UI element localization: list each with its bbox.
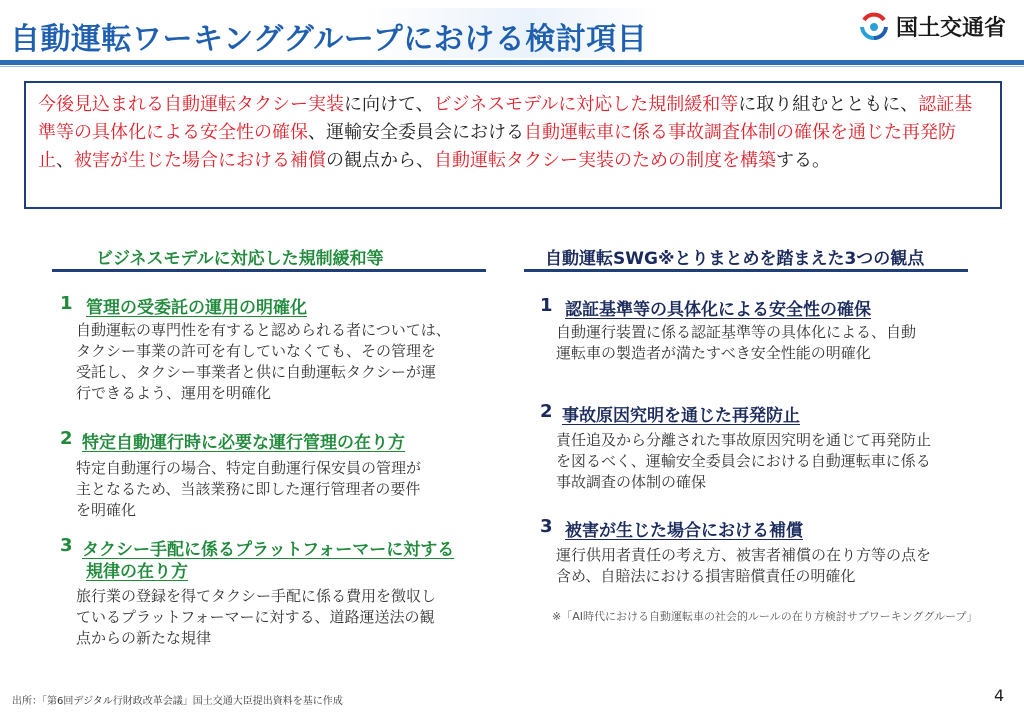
left-item-3-number: 3 — [60, 535, 73, 556]
left-item-1-title: 管理の受委託の運用の明確化 — [86, 298, 307, 318]
right-item-3-body — [556, 545, 996, 587]
swg-footnote: ※「AI時代における自動運転車の社会的ルールの在り方検討サブワーキンググループ」 — [552, 610, 978, 623]
right-item-1-body — [556, 322, 996, 364]
right-item-3-title: 被害が生じた場合における補償 — [565, 521, 803, 541]
body-line: 主となるため、当該業務に即した運行管理者の要件 — [76, 480, 421, 498]
right-item-2-title: 事故原因究明を通じた再発防止 — [562, 406, 800, 426]
left-section-heading: ビジネスモデルに対応した規制緩和等 — [96, 249, 384, 269]
body-line: 受託し、タクシー事業者と供に自動運転タクシーが運 — [76, 363, 437, 381]
page-title: 自動運転ワーキンググループにおける検討項目 — [10, 22, 648, 57]
left-item-3-title-line2: 規律の在り方 — [86, 562, 188, 582]
body-line: 自動運行装置に係る認証基準等の具体化による、自動 — [556, 323, 917, 341]
page-number: 4 — [994, 686, 1005, 705]
body-line: 運行供用者責任の考え方、被害者補償の在り方等の点を — [556, 546, 932, 564]
body-line: 運転車の製造者が満たすべき安全性能の明確化 — [556, 344, 871, 362]
body-line: 自動運転の専門性を有すると認められる者については、 — [76, 321, 451, 339]
summary-emphasis: 認証基準等の具体化による安全性の確保 — [38, 94, 973, 143]
left-item-1-number: 1 — [60, 293, 73, 314]
summary-emphasis: 今後見込まれる自動運転タクシー実装 — [38, 94, 344, 115]
body-line: 特定自動運行の場合、特定自動運行保安員の管理が — [76, 459, 422, 477]
left-item-3-title: タクシー手配に係るプラットフォーマーに対する — [82, 540, 455, 560]
header-rule-thin — [0, 66, 1024, 67]
body-line: を図るべく、運輸安全委員会における自動運転車に係る — [556, 452, 931, 470]
summary-emphasis: ビジネスモデルに対応した規制緩和等 — [433, 94, 739, 115]
body-line: 含め、自賠法における損害賠償責任の明確化 — [556, 567, 856, 585]
ministry-logo — [858, 8, 1018, 44]
body-line: 事故調査の体制の確保 — [556, 473, 707, 491]
mlit-emblem-icon — [858, 10, 890, 42]
summary-emphasis: 被害が生じた場合における補償 — [74, 150, 326, 171]
right-item-2-number: 2 — [540, 401, 553, 422]
left-item-2-body — [76, 458, 496, 521]
body-line: ているプラットフォーマーに対する、道路運送法の観 — [76, 608, 435, 626]
right-section-heading: 自動運転SWG※とりまとめを踏まえた3つの観点 — [545, 249, 925, 269]
body-line: 点からの新たな規律 — [76, 629, 212, 647]
summary-text: の観点から、 — [326, 150, 434, 171]
left-item-1-body — [76, 320, 506, 404]
summary-text: 、運輸安全委員会における — [308, 122, 524, 143]
right-item-1-title: 認証基準等の具体化による安全性の確保 — [565, 300, 871, 320]
right-item-2-body — [556, 430, 996, 493]
left-item-2-number: 2 — [60, 428, 73, 449]
left-item-3-body — [76, 586, 506, 649]
left-item-2-title: 特定自動運行時に必要な運行管理の在り方 — [82, 433, 405, 453]
right-item-1-number: 1 — [540, 295, 553, 316]
summary-emphasis: 自動運転タクシー実装のための制度を構築 — [434, 150, 776, 171]
right-section-rule — [524, 269, 968, 272]
summary-text: する。 — [776, 150, 830, 171]
body-line: 旅行業の登録を得てタクシー手配に係る費用を徴収し — [76, 587, 437, 605]
right-item-3-number: 3 — [540, 516, 553, 537]
body-line: 責任追及から分離された事故原因究明を通じて再発防止 — [556, 431, 932, 449]
summary-text: に取り組むとともに、 — [738, 94, 919, 115]
body-line: 行できるよう、運用を明確化 — [76, 384, 272, 402]
summary-emphasis: 自動運転車に係る事故調査体制の確保を通じた再発防止 — [38, 122, 956, 171]
source-note: 出所：「第6回デジタル行財政改革会議」国土交通大臣提出資料を基に作成 — [12, 696, 343, 707]
summary-box — [24, 81, 1002, 209]
left-section-rule — [52, 269, 486, 272]
body-line: を明確化 — [76, 501, 137, 519]
body-line: タクシー事業の許可を有していなくても、その管理を — [76, 342, 437, 360]
summary-text: 、 — [56, 150, 74, 171]
logo-text: 国土交通省 — [896, 15, 1007, 41]
header-rule — [0, 60, 1024, 65]
summary-text: に向けて、 — [344, 94, 434, 115]
